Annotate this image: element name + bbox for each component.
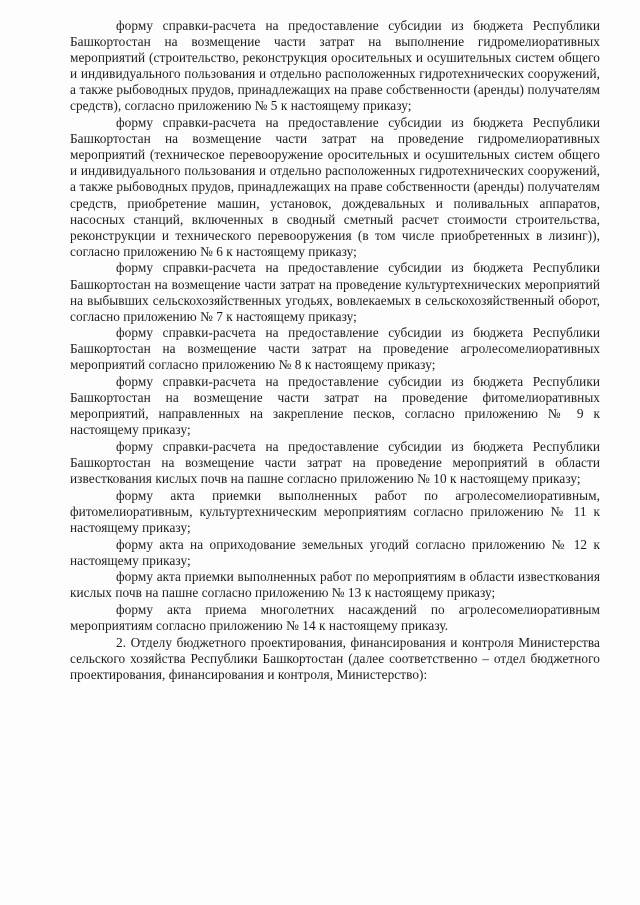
paragraph-appendix-7: форму справки-расчета на предоставление субсидии из бюджета Республики Башкортостан на возмещение части затрат на проведение культуртехнических мероприятий на выбывших сельскохозяйственных угодьях, вовлекаемых в сельскохозяйственный оборот, согласно приложению № 7 к настоящему приказу;	[70, 260, 600, 324]
paragraph-item-2: 2. Отделу бюджетного проектирования, финансирования и контроля Министерства сельского хозяйства Республики Башкортостан (далее соответственно – отдел бюджетного проектирования, финансирования и контроля, Министерство):	[70, 634, 600, 682]
paragraph-appendix-10: форму справки-расчета на предоставление субсидии из бюджета Республики Башкортостан на возмещение части затрат на проведение мероприятий в области известкования кислых почв на пашне согласно приложению № 10 к настоящему приказу;	[70, 438, 600, 487]
paragraph-appendix-14: форму акта приема многолетних насаждений по агролесомелиоративным мероприятиям согласно приложению № 14 к настоящему приказу.	[70, 601, 600, 633]
paragraph-appendix-8: форму справки-расчета на предоставление субсидии из бюджета Республики Башкортостан на возмещение части затрат на проведение агролесомелиоративных мероприятий согласно приложению № 8 к настоящему приказу;	[70, 325, 600, 373]
paragraph-appendix-13: форму акта приемки выполненных работ по мероприятиям в области известкования кислых почв на пашне согласно приложению № 13 к настоящему приказу;	[70, 569, 600, 601]
paragraph-appendix-11: форму акта приемки выполненных работ по агролесомелиоративным, фитомелиоративным, культуртехническим мероприятиям согласно приложению № 11 к настоящему приказу;	[70, 487, 600, 535]
paragraph-appendix-5: форму справки-расчета на предоставление субсидии из бюджета Республики Башкортостан на возмещение части затрат на выполнение гидромелиоративных мероприятий (строительство, реконструкция оросительных и осушительных систем общего и индивидуального пользования и отдельно расположенных гидротехнических сооружений, а также рыбоводных прудов, принадлежащих на праве собственности (аренды) получателям средств), согласно приложению № 5 к настоящему приказу;	[70, 18, 600, 114]
document-body	[70, 18, 600, 683]
paragraph-appendix-9: форму справки-расчета на предоставление субсидии из бюджета Республики Башкортостан на возмещение части затрат на проведение фитомелиоративных мероприятий, направленных на закрепление песков, согласно приложению № 9 к настоящему приказу;	[70, 374, 600, 438]
paragraph-appendix-12: форму акта на оприходование земельных угодий согласно приложению № 12 к настоящему приказу;	[70, 536, 600, 568]
paragraph-appendix-6: форму справки-расчета на предоставление субсидии из бюджета Республики Башкортостан на возмещение части затрат на проведение гидромелиоративных мероприятий (техническое перевооружение оросительных и осушительных систем общего и индивидуального пользования и отдельно расположенных гидротехнических сооружений, а также рыбоводных прудов, принадлежащих на праве собственности (аренды) получателям средств, приобретение машин, установок, дождевальных и поливальных аппаратов, насосных станций, включенных в сводный сметный расчет стоимости строительства, реконструкции и технического перевооружения (в том числе приобретенных в лизинг)), согласно приложению № 6 к настоящему приказу;	[70, 115, 600, 259]
